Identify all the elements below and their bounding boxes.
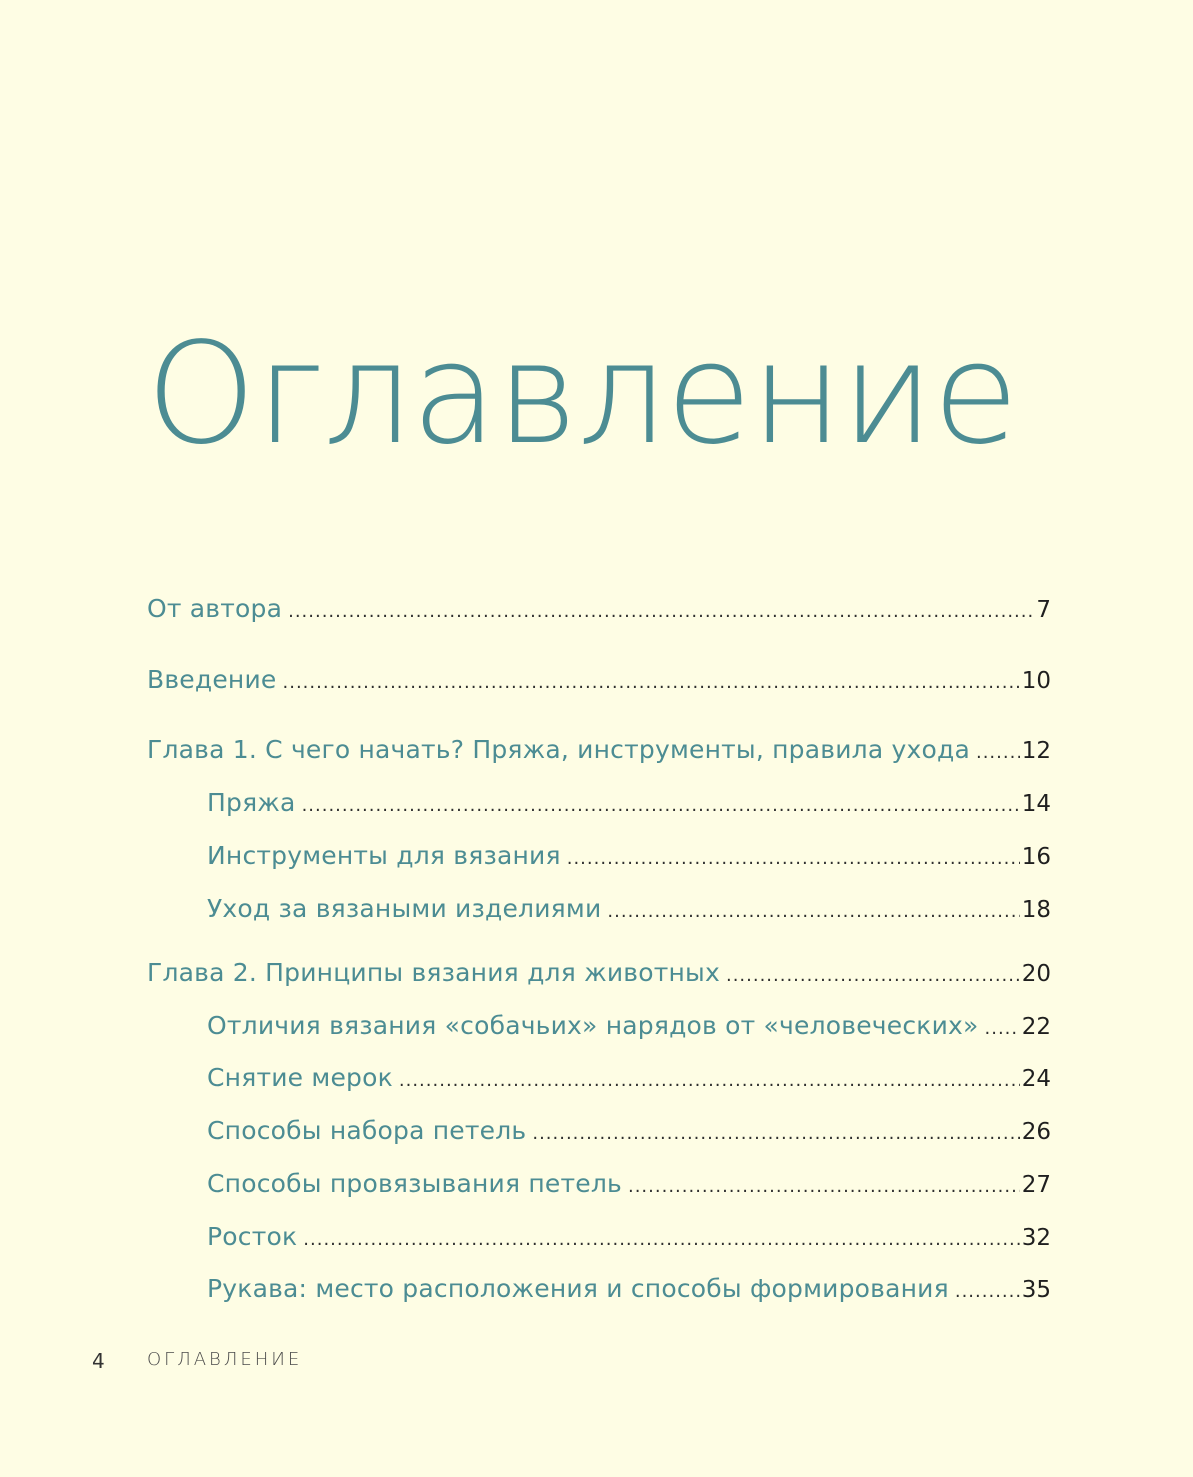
toc-entry-page: 24 [1021,1066,1051,1092]
toc-leader-dots [976,736,1020,770]
toc-entry-differences[interactable] [207,1009,1051,1043]
toc-leader-dots [628,1170,1020,1204]
toc-entry-page: 10 [1021,668,1051,694]
toc-entry-page: 20 [1021,961,1051,987]
toc-entry-page: 35 [1021,1277,1051,1303]
toc-entry-page: 16 [1021,844,1051,870]
toc-entry-title: Глава 2. Принципы вязания для животных [147,958,720,987]
toc-leader-dots [303,1223,1019,1257]
toc-entry-page: 27 [1021,1172,1051,1198]
toc-entry-sleeves[interactable] [207,1272,1051,1306]
toc-entry-page: 22 [1021,1014,1051,1040]
toc-leader-dots [288,595,1034,629]
toc-entry-page: 14 [1021,791,1051,817]
page-title: Оглавление [146,313,1018,476]
toc-leader-dots [283,666,1020,700]
toc-leader-dots [302,789,1020,823]
toc-entry-title: Способы набора петель [207,1116,527,1145]
footer-running-title: ОГЛАВЛЕНИЕ [147,1349,303,1370]
toc-entry-title: Способы провязывания петель [207,1169,622,1198]
toc-entry-title: Отличия вязания «собачьих» нарядов от «человеческих» [207,1011,979,1040]
toc-entry-page: 7 [1036,597,1051,623]
toc-entry-page: 18 [1021,897,1051,923]
table-of-contents [147,0,1051,1477]
toc-entry-chapter-2[interactable] [147,956,1051,990]
toc-entry-page: 12 [1021,738,1051,764]
toc-entry-page: 32 [1021,1225,1051,1251]
toc-leader-dots [399,1064,1020,1098]
toc-entry-chapter-1[interactable] [147,733,1051,767]
toc-entry-title: От автора [147,594,283,623]
toc-entry-title: Снятие мерок [207,1063,393,1092]
toc-entry-page: 26 [1021,1119,1051,1145]
toc-leader-dots [567,842,1020,876]
toc-entry-title: Глава 1. С чего начать? Пряжа, инструменты, правила ухода [147,735,970,764]
toc-entry-knitting-methods[interactable] [207,1167,1051,1201]
toc-entry-title: Введение [147,665,277,694]
toc-entry-title: Росток [207,1222,298,1251]
footer-page-number: 4 [92,1349,105,1373]
toc-entry-title: Рукава: место расположения и способы формирования [207,1274,949,1303]
toc-leader-dots [955,1275,1020,1309]
toc-entry-introduction[interactable] [147,663,1051,697]
toc-leader-dots [532,1117,1019,1151]
toc-entry-title: Инструменты для вязания [207,841,561,870]
toc-entry-gusset[interactable] [207,1220,1051,1254]
toc-entry-care[interactable] [207,892,1051,926]
toc-entry-yarn[interactable] [207,786,1051,820]
toc-entry-cast-on[interactable] [207,1114,1051,1148]
toc-entry-title: Уход за вязаными изделиями [207,894,602,923]
toc-entry-title: Пряжа [207,788,296,817]
toc-entry-measurements[interactable] [207,1061,1051,1095]
toc-entry-from-author[interactable] [147,592,1051,626]
toc-entry-tools[interactable] [207,839,1051,873]
toc-leader-dots [607,895,1019,929]
toc-leader-dots [985,1012,1020,1046]
toc-leader-dots [726,959,1020,993]
